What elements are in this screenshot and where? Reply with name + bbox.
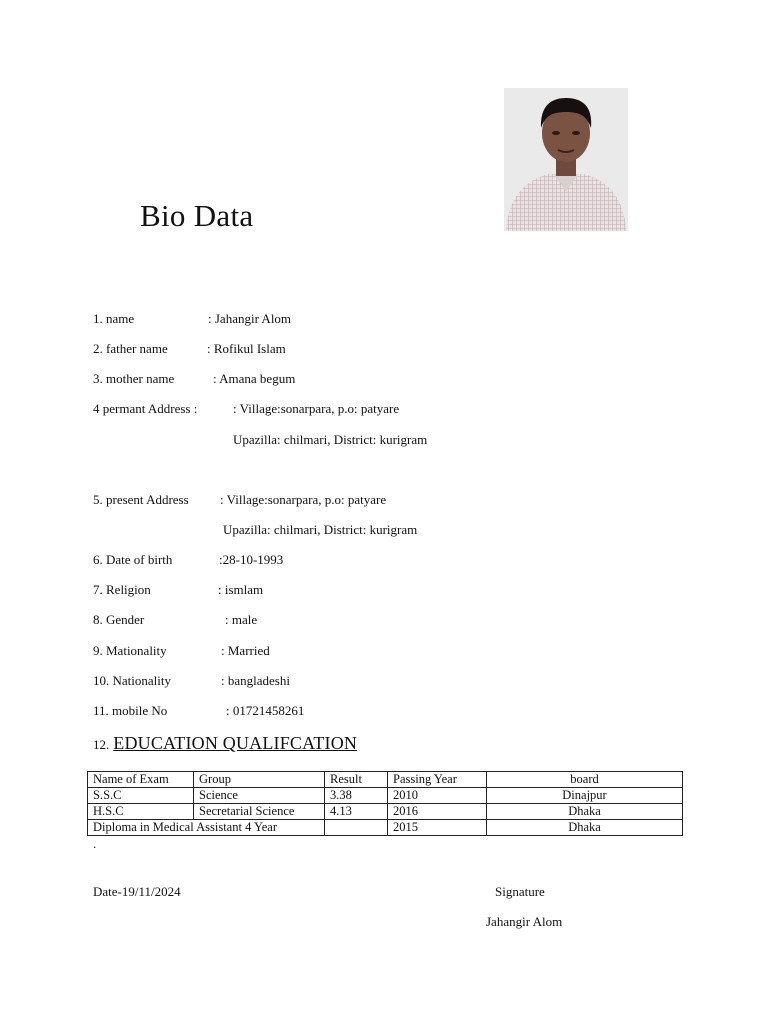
table-cell: Dhaka [487,804,683,820]
mother-name-value: : Amana begum [213,371,296,386]
father-name-label: 2. father name [93,341,168,356]
religion-label: 7. Religion [93,582,151,597]
table-cell: Dhaka [487,820,683,836]
mobile-value: : 01721458261 [226,703,305,718]
signature-label: Signature [495,884,545,899]
present-address-label: 5. present Address [93,492,189,507]
gender-value: : male [225,612,258,627]
name-value: : Jahangir Alom [208,311,292,326]
gender-label: 8. Gender [93,612,145,627]
table-cell: H.S.C [88,804,194,820]
mobile-label: 11. mobile No [93,703,168,718]
table-cell: Science [194,788,325,804]
document-title: Bio Data [140,198,254,233]
marital-status-value: : Married [221,643,270,658]
permanent-address-label: 4 permant Address : [93,401,198,416]
table-header-cell: Group [194,772,325,788]
table-cell: Dinajpur [487,788,683,804]
marital-status-label: 9. Mationality [93,643,167,658]
table-header-cell: Passing Year [388,772,487,788]
present-address-line2: Upazilla: chilmari, District: kurigram [223,522,418,537]
table-header-row [88,772,683,788]
table-row [88,820,683,836]
table-header-cell: board [487,772,683,788]
table-row [88,804,683,820]
education-number: 12. [93,737,110,752]
table-row [88,788,683,804]
trailing-dot: . [93,836,97,851]
table-cell: 3.38 [325,788,388,804]
nationality-label: 10. Nationality [93,673,171,688]
person-photo-icon [504,88,628,231]
name-label: 1. name [93,311,135,326]
table-cell: Secretarial Science [194,804,325,820]
profile-photo [504,88,628,231]
permanent-address-line2: Upazilla: chilmari, District: kurigram [233,432,428,447]
table-cell: 4.13 [325,804,388,820]
permanent-address-line1: : Village:sonarpara, p.o: patyare [233,401,400,416]
table-cell: 2010 [388,788,487,804]
table-cell: S.S.C [88,788,194,804]
date-of-birth-label: 6. Date of birth [93,552,173,567]
education-heading [93,733,357,754]
education-heading-text: EDUCATION QUALIFCATION [113,733,358,753]
religion-value: : ismlam [218,582,264,597]
date-of-birth-value: :28-10-1993 [219,552,284,567]
table-cell: 2016 [388,804,487,820]
table-header-cell: Result [325,772,388,788]
father-name-value: : Rofikul Islam [207,341,286,356]
table-cell: Diploma in Medical Assistant 4 Year [88,820,325,836]
nationality-value: : bangladeshi [221,673,290,688]
mother-name-label: 3. mother name [93,371,175,386]
date-text: Date-19/11/2024 [93,884,181,899]
education-table [87,771,683,836]
table-cell: 2015 [388,820,487,836]
table-cell [325,820,388,836]
signature-name: Jahangir Alom [486,914,563,929]
present-address-line1: : Village:sonarpara, p.o: patyare [220,492,387,507]
table-header-cell: Name of Exam [88,772,194,788]
